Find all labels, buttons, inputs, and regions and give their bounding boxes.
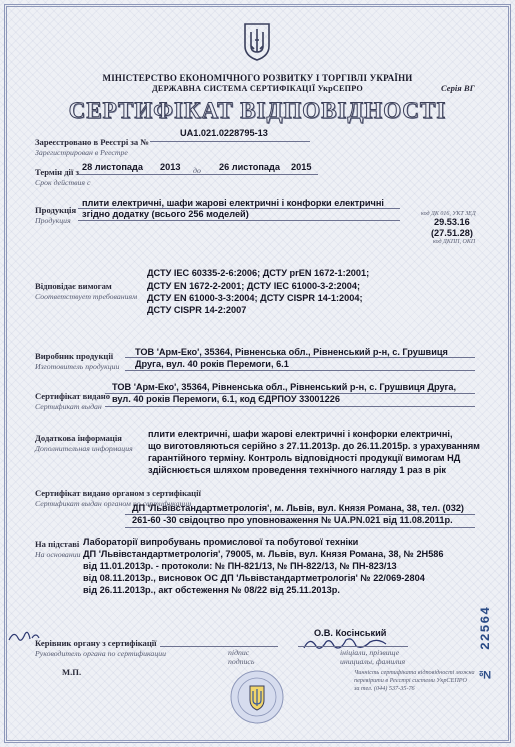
- basis-line-4: від 08.11.2013р., висновок ОС ДП 'Львівстандартметрологія' № 22/069-2804: [83, 573, 425, 583]
- product-code-sub: код ДКПП, ОКП: [433, 239, 476, 245]
- cert-body-label: Сертифікат видано органом з сертифікації: [35, 488, 201, 498]
- basis-sub: На основании: [35, 550, 81, 559]
- cert-body-rule-1: [125, 514, 475, 515]
- requirements-label: Відповідає вимогам: [35, 281, 112, 291]
- issued-to-rule-2: [105, 406, 475, 407]
- signature-line: [160, 646, 278, 647]
- manufacturer-rule-1: [125, 357, 475, 358]
- signature-label: підпис: [228, 648, 250, 657]
- basis-line-5: від 26.11.2013р., акт обстеження № 08/22 від 25.11.2013р.: [83, 585, 340, 595]
- additional-label: Додаткова інформація: [35, 433, 122, 443]
- validity-sub: Срок действия с: [35, 178, 91, 187]
- additional-line-2: що виготовляються серійно з 27.11.2013р. до 26.11.2015р. з урахуванням: [148, 441, 480, 451]
- registration-sub: Зарегистрирован в Реестре: [35, 148, 128, 157]
- name-sub: инициалы, фамилия: [340, 657, 406, 666]
- additional-line-1: плити електричні, шафи жарові електричні і конфорки електричні,: [148, 429, 453, 439]
- issued-to-line-2: вул. 40 років Перемоги, 6.1, код ЄДРПОУ 33001226: [112, 394, 340, 404]
- basis-line-2: ДП 'Львівстандартметрологія', 79005, м. Львів, вул. Князя Романа, 38, № 2Н586: [83, 549, 444, 559]
- product-label: Продукція: [35, 205, 77, 215]
- basis-label: На підставі: [35, 539, 80, 549]
- serial-number-sign: №: [479, 668, 491, 680]
- emblem-rosette-icon: [226, 668, 288, 726]
- product-code-1: 29.53.16: [434, 217, 470, 227]
- registration-number: UA1.021.0228795-13: [180, 128, 268, 138]
- stamp-label: М.П.: [62, 667, 82, 677]
- head-label: Керівник органу з сертифікації: [35, 638, 157, 648]
- product-code-2: (27.51.28): [431, 228, 473, 238]
- cert-body-line-1: ДП 'Львівстандартметрологія', м. Львів, вул. Князя Романа, 38, тел. (032): [132, 503, 464, 513]
- valid-from-year: 2013: [160, 162, 181, 172]
- head-sub: Руководитель органа по сертификации: [35, 649, 167, 658]
- issued-to-label: Сертифікат видано: [35, 391, 111, 401]
- additional-line-4: здійснюється шляхом проведення технічного нагляду 1 раз в рік: [148, 465, 446, 475]
- requirement-line-3: ДСТУ EN 61000-3-3:2004; ДСТУ CISPR 14-1:2004;: [147, 293, 363, 303]
- name-label: ініціали, прізвище: [340, 648, 400, 657]
- serial-number: 22564: [478, 606, 493, 651]
- validity-note-3: за тел. (044) 537-35-76: [354, 685, 415, 692]
- product-line-rule-1: [78, 208, 400, 209]
- product-code-label: код ДК 016, УКТ ЗЕД: [421, 211, 476, 217]
- manufacturer-line-2: Друга, вул. 40 років Перемоги, 6.1: [135, 359, 289, 369]
- registration-line: [150, 141, 310, 142]
- basis-line-3: від 11.01.2013р. - протоколи: № ПН-821/13, № ПН-822/13, № ПН-823/13: [83, 561, 397, 571]
- valid-to-label: до: [193, 166, 201, 175]
- ministry-name: МІНІСТЕРСТВО ЕКОНОМІЧНОГО РОЗВИТКУ І ТОРГІВЛІ УКРАЇНИ: [102, 73, 413, 83]
- cert-body-sub: Сертификат выдан органом по сертификации: [35, 499, 192, 508]
- manufacturer-rule-2: [125, 370, 475, 371]
- issued-to-sub: Сертификат выдан: [35, 402, 102, 411]
- registration-label: Зареєстровано в Реєстрі за №: [35, 137, 149, 147]
- valid-from-day: 28 листопада: [82, 162, 143, 172]
- requirements-sub: Соответствует требованиям: [35, 292, 138, 301]
- validity-label: Термін дії з: [35, 167, 79, 177]
- product-line-2: згідно додатку (всього 256 моделей): [82, 209, 249, 219]
- handwritten-note: [6, 626, 46, 648]
- validity-note-2: перевірити в Реєстрі системи УкрСЕПРО: [354, 677, 467, 684]
- manufacturer-label: Виробник продукції: [35, 351, 114, 361]
- manufacturer-line-1: ТОВ 'Арм-Еко', 35364, Рівненська обл., Рівненський р-н, с. Грушвиця: [135, 347, 448, 357]
- series-label: Серія ВГ: [441, 83, 475, 93]
- cert-body-rule-2: [125, 527, 475, 528]
- product-line-rule-2: [78, 220, 400, 221]
- requirement-line-2: ДСТУ EN 1672-2-2001; ДСТУ IEC 61000-3-2:2004;: [147, 281, 361, 291]
- coat-of-arms-icon: [242, 22, 272, 62]
- product-line-1: плити електричні, шафи жарові електричні і конфорки електричні: [82, 198, 384, 208]
- basis-line-1: Лабораторії випробувань промислової та побутової техніки: [83, 537, 359, 547]
- certificate-title: СЕРТИФІКАТ ВІДПОВІДНОСТІ: [68, 98, 447, 123]
- additional-sub: Дополнительная информация: [35, 444, 133, 453]
- requirement-line-4: ДСТУ CISPR 14-2:2007: [147, 305, 247, 315]
- name-line: [298, 646, 408, 647]
- valid-to-year: 2015: [291, 162, 312, 172]
- issued-to-line-1: ТОВ 'Арм-Еко', 35364, Рівненська обл., Рівненський р-н, с. Грушвиця Друга,: [112, 382, 457, 392]
- validity-note-1: Чинність сертифіката відповідності можна: [354, 669, 475, 676]
- additional-line-3: гарантійного терміну. Контроль відповідності продукції вимогам НД: [148, 453, 461, 463]
- requirement-line-1: ДСТУ IEC 60335-2-6:2006; ДСТУ prEN 1672-1:2001;: [147, 268, 370, 278]
- valid-to-day: 26 листопада: [219, 162, 280, 172]
- cert-body-line-2: 261-60 -30 свідоцтво про уповноваження № UA.PN.021 від 11.08.2011р.: [132, 515, 453, 525]
- issued-to-rule-1: [105, 393, 475, 394]
- signer-name: О.В. Косінський: [314, 628, 387, 638]
- validity-line: [78, 174, 318, 175]
- signature-sub: подпись: [228, 657, 255, 666]
- product-sub: Продукция: [35, 216, 71, 225]
- manufacturer-sub: Изготовитель продукции: [35, 362, 120, 371]
- certification-system: ДЕРЖАВНА СИСТЕМА СЕРТИФІКАЦІЇ УкрСЕПРО: [152, 84, 363, 93]
